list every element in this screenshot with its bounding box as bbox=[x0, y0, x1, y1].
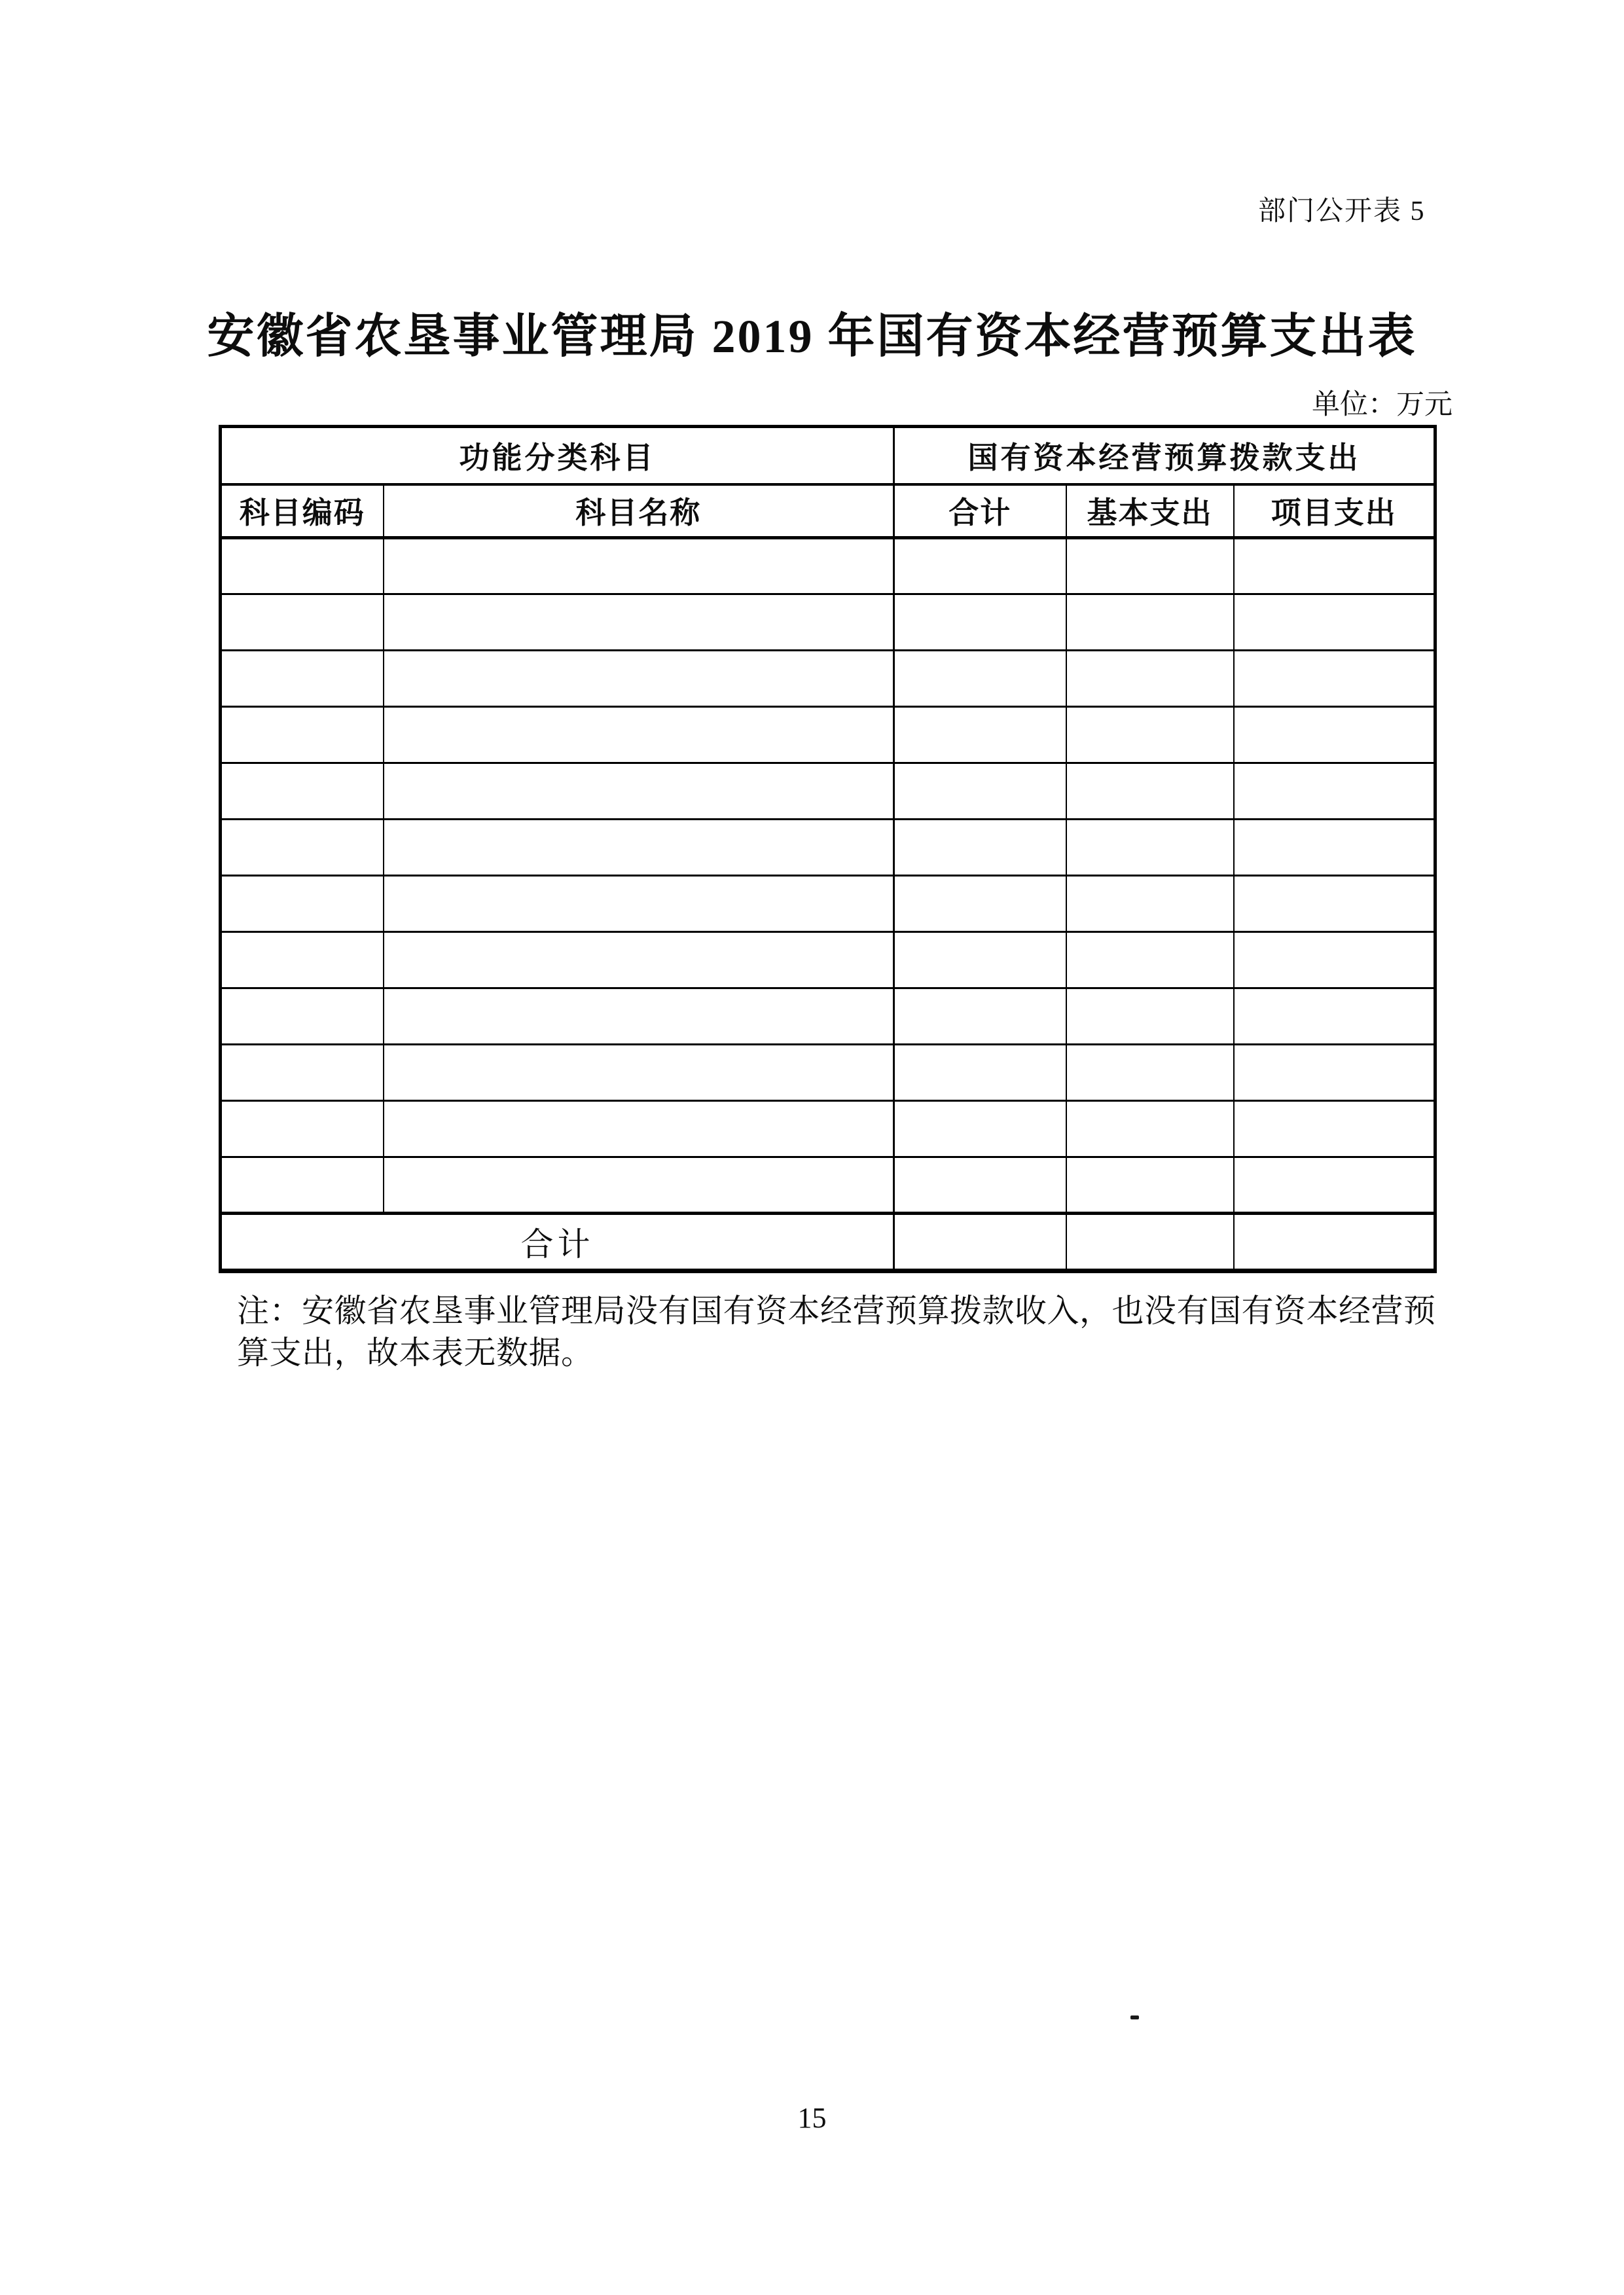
empty-cell bbox=[894, 820, 1066, 876]
column-header-subject-code: 科目编码 bbox=[221, 484, 384, 538]
empty-cell bbox=[221, 763, 384, 820]
empty-cell bbox=[1234, 1157, 1435, 1214]
total-value-total bbox=[894, 1214, 1066, 1271]
column-header-subject-name: 科目名称 bbox=[384, 484, 894, 538]
empty-cell bbox=[221, 988, 384, 1045]
total-row bbox=[221, 1214, 1435, 1271]
empty-cell bbox=[894, 1157, 1066, 1214]
empty-cell bbox=[894, 988, 1066, 1045]
empty-cell bbox=[1234, 932, 1435, 988]
empty-cell bbox=[1066, 763, 1234, 820]
empty-cell bbox=[384, 1157, 894, 1214]
column-header-project-expense: 项目支出 bbox=[1234, 484, 1435, 538]
empty-cell bbox=[894, 594, 1066, 651]
empty-cell bbox=[221, 1157, 384, 1214]
column-header-basic-expense: 基本支出 bbox=[1066, 484, 1234, 538]
empty-cell bbox=[1234, 538, 1435, 594]
empty-cell bbox=[1066, 1045, 1234, 1101]
empty-row bbox=[221, 876, 1435, 932]
empty-row bbox=[221, 988, 1435, 1045]
empty-cell bbox=[894, 538, 1066, 594]
total-value-project bbox=[1234, 1214, 1435, 1271]
empty-row bbox=[221, 538, 1435, 594]
page-number: 15 bbox=[797, 2102, 827, 2134]
column-header-total: 合计 bbox=[894, 484, 1066, 538]
empty-row bbox=[221, 1157, 1435, 1214]
total-value-basic bbox=[1066, 1214, 1234, 1271]
corner-table-label: 部门公开表 5 bbox=[1258, 196, 1426, 226]
empty-cell bbox=[894, 1045, 1066, 1101]
empty-cell bbox=[221, 1045, 384, 1101]
empty-cell bbox=[1066, 1101, 1234, 1157]
empty-cell bbox=[221, 594, 384, 651]
empty-row bbox=[221, 594, 1435, 651]
empty-cell bbox=[1234, 988, 1435, 1045]
empty-cell bbox=[894, 763, 1066, 820]
empty-cell bbox=[1066, 538, 1234, 594]
empty-cell bbox=[221, 876, 384, 932]
empty-cell bbox=[1234, 876, 1435, 932]
page-title: 安徽省农垦事业管理局 2019 年国有资本经营预算支出表 bbox=[207, 310, 1417, 363]
empty-cell bbox=[384, 820, 894, 876]
empty-cell bbox=[1066, 988, 1234, 1045]
empty-cell bbox=[1234, 1101, 1435, 1157]
empty-cell bbox=[894, 707, 1066, 763]
header-group-row bbox=[221, 427, 1435, 484]
empty-row bbox=[221, 1101, 1435, 1157]
total-row-label: 合计 bbox=[221, 1214, 894, 1271]
empty-cell bbox=[1234, 594, 1435, 651]
empty-cell bbox=[384, 594, 894, 651]
empty-row bbox=[221, 932, 1435, 988]
empty-row bbox=[221, 651, 1435, 707]
empty-cell bbox=[1234, 1045, 1435, 1101]
footnote-line: 算支出，故本表无数据。 bbox=[237, 1335, 594, 1371]
header-group-function-subjects: 功能分类科目 bbox=[221, 427, 894, 484]
empty-cell bbox=[221, 1101, 384, 1157]
empty-cell bbox=[1066, 876, 1234, 932]
empty-row bbox=[221, 707, 1435, 763]
footnote-line: 注：安徽省农垦事业管理局没有国有资本经营预算拨款收入，也没有国有资本经营预 bbox=[237, 1293, 1436, 1329]
unit-label: 单位：万元 bbox=[1312, 389, 1453, 420]
empty-cell bbox=[1066, 651, 1234, 707]
empty-cell bbox=[221, 932, 384, 988]
empty-cell bbox=[1066, 1157, 1234, 1214]
scan-artifact-dot bbox=[1130, 2015, 1139, 2019]
empty-cell bbox=[1234, 707, 1435, 763]
empty-cell bbox=[1066, 594, 1234, 651]
empty-cell bbox=[384, 763, 894, 820]
empty-cell bbox=[221, 707, 384, 763]
empty-row bbox=[221, 820, 1435, 876]
empty-row bbox=[221, 1045, 1435, 1101]
empty-cell bbox=[384, 651, 894, 707]
empty-cell bbox=[221, 820, 384, 876]
empty-cell bbox=[894, 651, 1066, 707]
empty-cell bbox=[894, 1101, 1066, 1157]
empty-cell bbox=[221, 538, 384, 594]
empty-row bbox=[221, 763, 1435, 820]
budget-table bbox=[219, 425, 1437, 1273]
column-header-row bbox=[221, 484, 1435, 538]
empty-cell bbox=[1066, 707, 1234, 763]
empty-cell bbox=[1234, 763, 1435, 820]
header-group-state-capital-expenditure: 国有资本经营预算拨款支出 bbox=[894, 427, 1435, 484]
empty-cell bbox=[384, 932, 894, 988]
empty-cell bbox=[384, 1101, 894, 1157]
empty-cell bbox=[384, 707, 894, 763]
empty-cell bbox=[384, 988, 894, 1045]
empty-cell bbox=[1234, 820, 1435, 876]
empty-cell bbox=[1234, 651, 1435, 707]
table-body bbox=[221, 538, 1435, 1214]
empty-cell bbox=[384, 1045, 894, 1101]
footnote bbox=[237, 1290, 1461, 1374]
empty-cell bbox=[384, 876, 894, 932]
empty-cell bbox=[894, 932, 1066, 988]
empty-cell bbox=[221, 651, 384, 707]
empty-cell bbox=[384, 538, 894, 594]
empty-cell bbox=[1066, 820, 1234, 876]
empty-cell bbox=[1066, 932, 1234, 988]
empty-cell bbox=[894, 876, 1066, 932]
